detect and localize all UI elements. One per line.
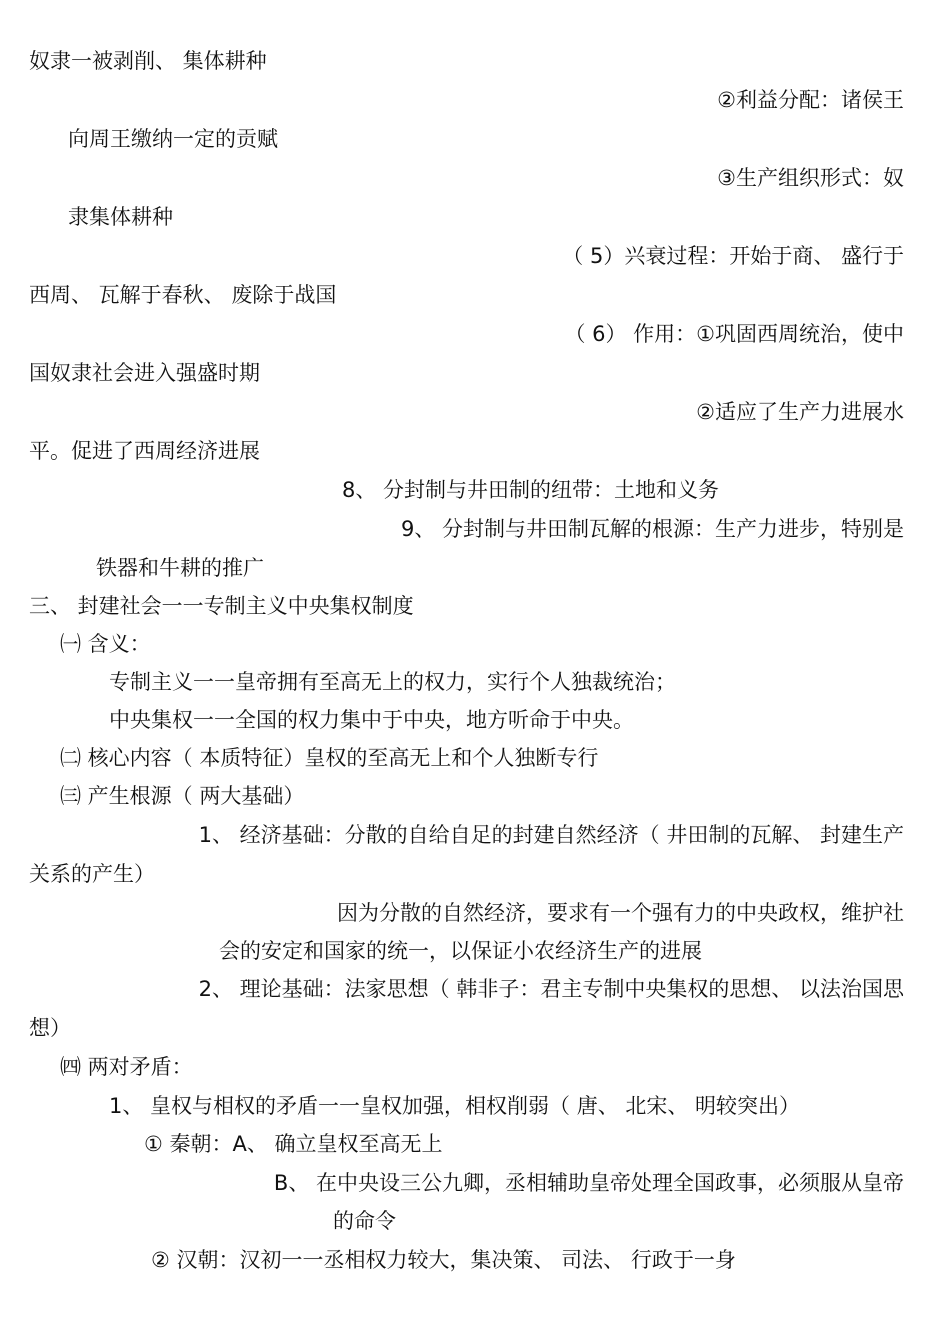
- text-line: 向周王缴纳一定的贡赋: [68, 127, 278, 151]
- text-line: 中央集权一一全国的权力集中于中央，地方听命于中央。: [109, 708, 634, 732]
- text-line: 西周、 瓦解于春秋、 废除于战国: [29, 283, 337, 307]
- text-line: ① 秦朝：A、 确立皇权至高无上: [144, 1132, 443, 1156]
- text-line: 国奴隶社会进入强盛时期: [29, 361, 260, 385]
- text-line: （ 5）兴衰过程：开始于商、 盛行于: [562, 244, 904, 268]
- text-line: 2、 理论基础：法家思想（ 韩非子：君主专制中央集权的思想、 以法治国思: [198, 977, 904, 1001]
- text-line: ②适应了生产力进展水: [696, 400, 904, 424]
- section-heading: 三、 封建社会一一专制主义中央集权制度: [29, 594, 414, 618]
- text-line: 专制主义一一皇帝拥有至高无上的权力，实行个人独裁统治；: [109, 670, 676, 694]
- text-line: ③生产组织形式：奴: [717, 166, 904, 190]
- text-line: B、 在中央设三公九卿，丞相辅助皇帝处理全国政事，必须服从皇帝: [273, 1171, 904, 1195]
- text-line: 平。促进了西周经济进展: [29, 439, 260, 463]
- text-line: 关系的产生）: [29, 862, 155, 886]
- subsection-heading: ㈠ 含义：: [60, 632, 151, 656]
- text-line: （ 6） 作用：①巩固西周统治，使中: [564, 322, 904, 346]
- text-line: 的命令: [333, 1209, 396, 1233]
- text-line: ② 汉朝：汉初一一丞相权力较大，集决策、 司法、 行政于一身: [151, 1248, 736, 1272]
- subsection-heading: ㈡ 核心内容（ 本质特征）皇权的至高无上和个人独断专行: [60, 746, 599, 770]
- text-line: ②利益分配：诸侯王: [717, 88, 904, 112]
- text-line: 8、 分封制与井田制的纽带：土地和义务: [342, 478, 720, 502]
- text-line: 1、 经济基础：分散的自给自足的封建自然经济（ 井田制的瓦解、 封建生产: [198, 823, 904, 847]
- text-line: 因为分散的自然经济，要求有一个强有力的中央政权，维护社: [337, 901, 904, 925]
- subsection-heading: ㈢ 产生根源（ 两大基础）: [60, 784, 305, 808]
- subsection-heading: ㈣ 两对矛盾：: [60, 1055, 193, 1079]
- text-line: 铁器和牛耕的推广: [96, 556, 264, 580]
- text-line: 奴隶一被剥削、 集体耕种: [29, 49, 267, 73]
- text-line: 9、 分封制与井田制瓦解的根源：生产力进步，特别是: [400, 517, 904, 541]
- text-line: 会的安定和国家的统一，以保证小农经济生产的进展: [219, 939, 702, 963]
- text-line: 隶集体耕种: [68, 205, 173, 229]
- text-line: 1、 皇权与相权的矛盾一一皇权加强，相权削弱（ 唐、 北宋、 明较突出）: [109, 1094, 801, 1118]
- text-line: 想）: [29, 1016, 71, 1040]
